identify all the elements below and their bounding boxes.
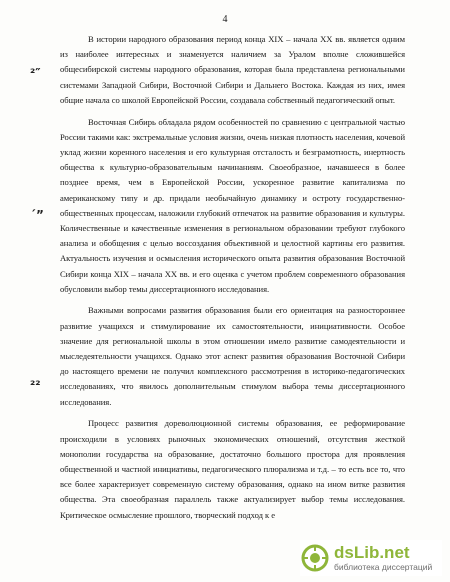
paragraph: Процесс развития дореволюционной системы образования, ее реформирование происходили в условиях рыночных экономических отношений, отсутствия жесткой монополии государства на образование, достаточно большого простора для проявления общественной и частной инициативы, педагогического плюрализма и т.д. – то есть все то, что все более характеризует современную систему образования, однако на ином витке развития общества. Эта своеобразная параллель также актуализирует выбор темы исследования. Критическое осмысление прошлого, творческий подход к е [60, 418, 405, 520]
margin-mark: ²″ [30, 66, 41, 80]
margin-mark: ²² [30, 378, 41, 392]
paragraph: В истории народного образования период конца XIX – начала XX вв. является одним из наиболее интересных и знаменуется наличием за Уралом вполне сложившейся общесибирской системы народного образования, которая была представлена региональными системами Западной Сибири, Восточной Сибири и Дальнего Востока. Каждая из них, имея общие начала со школой Европейской России, создавала собственный педагогический опыт. [60, 34, 405, 105]
margin-mark: ´” [30, 208, 44, 222]
dslib-logo-icon [300, 543, 330, 573]
page-number: 4 [222, 14, 228, 25]
paragraph: Важными вопросами развития образования были его ориентация на разностороннее развитие учащихся и стимулирование их самостоятельности, инициативности. Особое значение для региональной школы в этом отношении имело развитие самодеятельности и мыследеятельности учащихся. Однако этот аспект развития образования Восточной Сибири до настоящего времени не получил комплексного рассмотрения в историко-педагогических исследованиях, что явилось дополнительным стимулом выбора темы диссертационного исследования. [60, 305, 405, 407]
document-body [60, 32, 405, 529]
paragraph: Восточная Сибирь обладала рядом особенностей по сравнению с центральной частью России такими как: экстремальные условия жизни, очень низкая плотность населения, кочевой уклад жизни коренного населения и его культурная отсталость и безграмотность, инертность общества к культурно-образовательным начинаниям. Своеобразное, начавшееся в более позднее время, чем в Европейской России, ускоренное развитие капитализма по американскому типу и др. придали необычайную динамику и остроту государственно-общественных процессам, наложили глубокий отпечаток на развитие образования и культуры. Количественные и качественные изменения в региональном образовании требуют глубокого анализа и обобщения с целью воссоздания объективной и целостной картины его развития. Актуальность изучения и осмысления исторического опыта развития образования Восточной Сибири конца XIX – начала XX вв. и его оценка с учетом проблем современного образования обусловили выбор темы диссертационного исследования. [60, 116, 405, 294]
watermark-brand: dsLib.net [334, 543, 410, 563]
watermark-subtitle: библиотека диссертаций [334, 562, 433, 573]
watermark [300, 540, 442, 576]
